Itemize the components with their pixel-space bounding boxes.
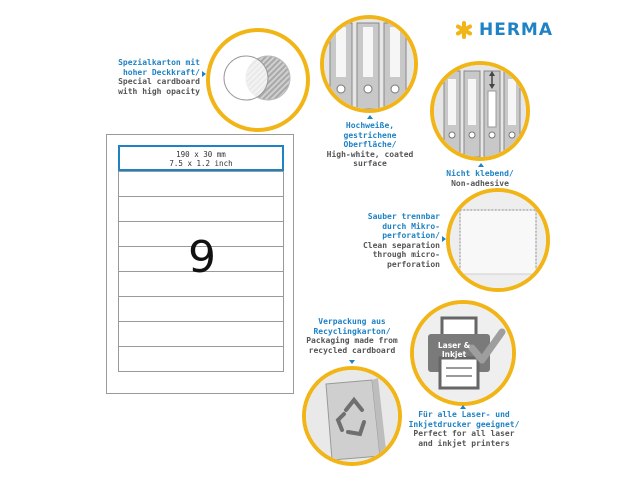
feature-perforation-circle [446, 188, 550, 292]
feature-printers-en: Perfect for all laser and inkjet printers [413, 429, 515, 448]
feature-adhesive-circle [430, 61, 530, 161]
feature-surface-text [324, 121, 416, 169]
feature-opacity-de: Spezialkarton mit hoher Deckkraft/ [118, 58, 200, 77]
binders-icon [324, 19, 414, 109]
recycling-box-icon [306, 370, 398, 462]
opacity-circles-icon [210, 32, 306, 128]
feature-printers-text [404, 410, 524, 448]
label-row [118, 346, 284, 372]
labels-per-sheet-count: 9 [188, 232, 216, 283]
feature-opacity-circle [206, 28, 310, 132]
laser-inkjet-badge: Laser & Inkjet [437, 341, 471, 359]
feature-packaging-circle [302, 366, 402, 466]
label-row [118, 196, 284, 222]
feature-printers-de: Für alle Laser- und Inkjetdrucker geeignet/ [408, 410, 520, 429]
brand-name: HERMA [479, 20, 554, 40]
feature-adhesive-de: Nicht klebend/ [446, 169, 514, 178]
feature-surface-circle [320, 15, 418, 113]
brand-logo [454, 20, 553, 40]
feature-adhesive-text [430, 169, 530, 188]
feature-opacity-en: Special cardboard with high opacity [118, 77, 200, 96]
label-row [118, 321, 284, 347]
herma-star-logo-icon [454, 20, 474, 40]
pointer-arrow [460, 405, 466, 409]
feature-perforation-text [348, 212, 440, 269]
feature-perforation-en: Clean separation through micro-perforation [362, 240, 440, 269]
label-row [118, 145, 284, 171]
label-row [118, 296, 284, 322]
label-row [118, 171, 284, 197]
feature-opacity-text [112, 58, 200, 96]
feature-printers-circle [410, 300, 516, 406]
pointer-arrow [367, 115, 373, 119]
feature-packaging-en: Packaging made from recycled cardboard [306, 336, 398, 355]
perforated-sheet-icon [450, 192, 546, 288]
label-size-inch: 7.5 x 1.2 inch [169, 159, 233, 168]
pointer-arrow [478, 163, 484, 167]
feature-perforation-de: Sauber trennbar durch Mikro-perforation/ [367, 212, 440, 240]
feature-packaging-text [304, 317, 400, 355]
pointer-arrow [349, 360, 355, 364]
feature-packaging-de: Verpackung aus Recyclingkarton/ [313, 317, 391, 336]
label-size-mm: 190 x 30 mm [176, 150, 226, 159]
feature-adhesive-en: Non-adhesive [451, 178, 509, 188]
feature-surface-en: High-white, coated surface [326, 149, 414, 168]
binders-insert-icon [434, 65, 526, 157]
feature-surface-de: Hochweiße, gestrichene Oberfläche/ [343, 121, 397, 149]
